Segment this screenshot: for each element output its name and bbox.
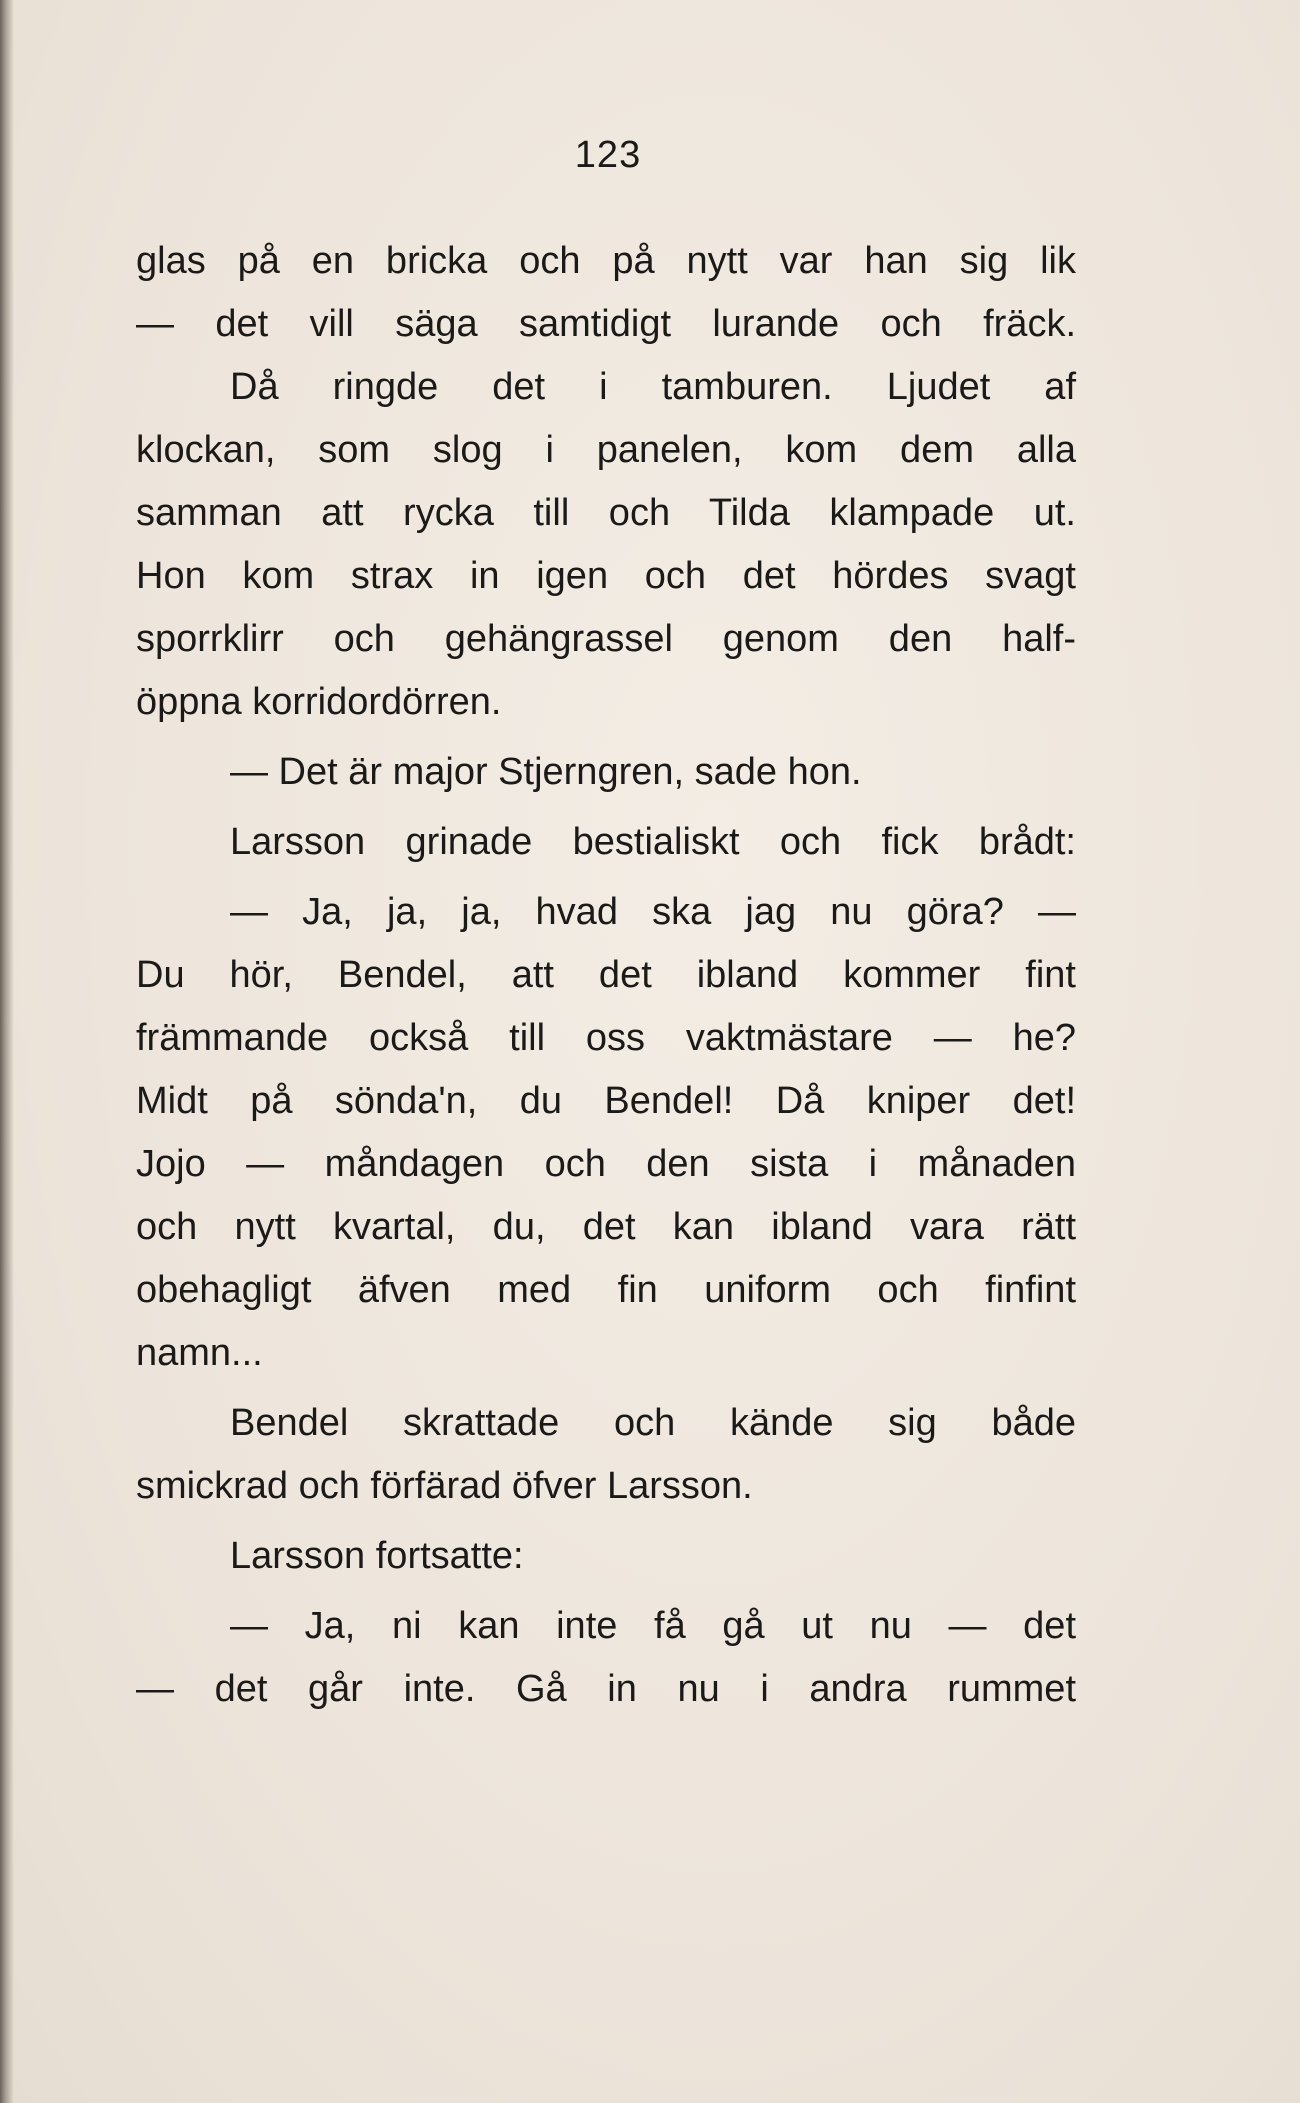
text-line: öppna korridordörren. <box>136 681 502 723</box>
text-line: namn... <box>136 1332 263 1374</box>
text-line: samman att rycka till och Tilda klampade ut. <box>136 492 1076 534</box>
text-line: Larsson grinade bestialiskt och fick brådt: <box>230 821 1076 863</box>
page-binding-edge <box>0 0 14 2103</box>
text-line: Larsson fortsatte: <box>230 1535 524 1577</box>
text-line: — det vill säga samtidigt lurande och fräck. <box>136 303 1076 345</box>
text-line: Jojo — måndagen och den sista i månaden <box>136 1143 1076 1185</box>
text-line: Hon kom strax in igen och det hördes svagt <box>136 555 1076 597</box>
text-line: glas på en bricka och på nytt var han sig lik <box>136 240 1076 282</box>
text-line: och nytt kvartal, du, det kan ibland vara rätt <box>136 1206 1076 1248</box>
text-line: Midt på sönda'n, du Bendel! Då kniper det! <box>136 1080 1076 1122</box>
text-line: sporrklirr och gehängrassel genom den half- <box>136 618 1076 660</box>
text-line: — det går inte. Gå in nu i andra rummet <box>136 1668 1076 1710</box>
body-text <box>136 230 1076 1721</box>
text-line: obehagligt äfven med fin uniform och finfint <box>136 1269 1076 1311</box>
text-line: — Ja, ja, ja, hvad ska jag nu göra? — <box>230 891 1076 933</box>
text-line: smickrad och förfärad öfver Larsson. <box>136 1465 753 1507</box>
text-line: — Det är major Stjerngren, sade hon. <box>230 751 862 793</box>
text-line: Då ringde det i tamburen. Ljudet af <box>230 366 1076 408</box>
text-line: klockan, som slog i panelen, kom dem alla <box>136 429 1076 471</box>
text-line: främmande också till oss vaktmästare — he? <box>136 1017 1076 1059</box>
text-line: Bendel skrattade och kände sig både <box>230 1402 1076 1444</box>
text-line: — Ja, ni kan inte få gå ut nu — det <box>230 1605 1076 1647</box>
text-line: Du hör, Bendel, att det ibland kommer fint <box>136 954 1076 996</box>
page-number: 123 <box>574 134 642 176</box>
